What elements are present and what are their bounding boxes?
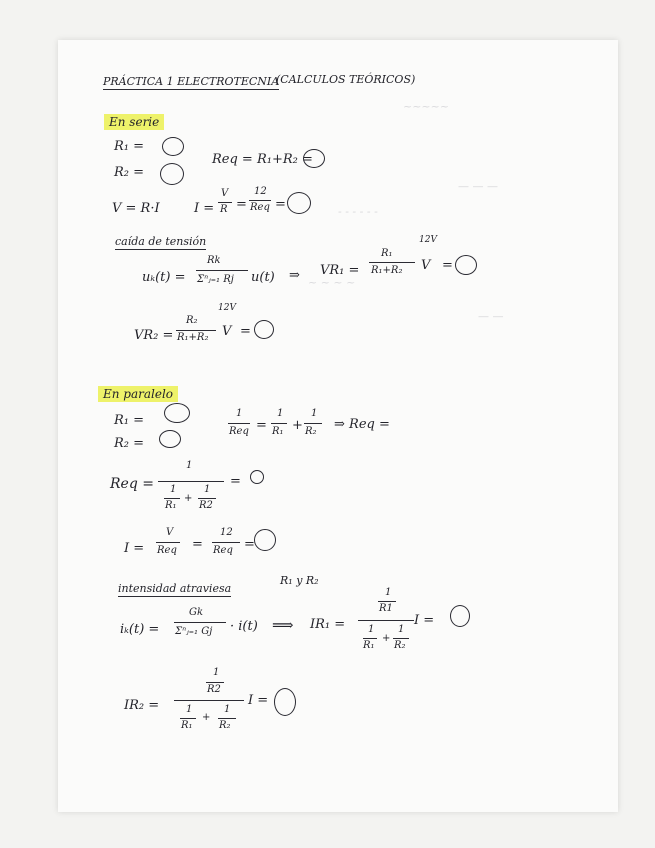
page-title: PRÁCTICA 1 ELECTROTECNIA <box>103 75 280 88</box>
answer-circle <box>303 149 325 168</box>
fraction-bar <box>363 638 377 639</box>
paper-sheet <box>58 40 618 812</box>
fraction-denominator: R₂ <box>305 426 317 437</box>
fraction-numerator: R₁ <box>381 248 393 259</box>
fraction-numerator: Rk <box>207 255 221 266</box>
fraction-denominator: Req <box>213 545 233 556</box>
answer-circle <box>162 137 184 156</box>
fraction-numerator: 12 <box>254 186 267 197</box>
vr2-lhs: VR₂ = <box>134 328 174 343</box>
plus-sign: + <box>382 633 391 644</box>
fraction-numerator: 1 <box>186 704 193 715</box>
fraction-denominator: R <box>220 204 228 215</box>
fraction-bar <box>271 423 287 424</box>
subheading-current: intensidad atraviesa <box>118 582 232 595</box>
vr1-value-annotation: 12V <box>419 235 437 245</box>
answer-circle <box>287 192 311 214</box>
fraction-bar <box>176 330 216 331</box>
fraction-denominator: R₁ <box>363 640 375 651</box>
fraction-numerator: R₂ <box>186 315 198 326</box>
fraction-bar <box>358 620 414 621</box>
fraction-denominator: R₁ <box>272 426 284 437</box>
fraction-bar <box>196 270 248 271</box>
fraction-bar <box>393 638 409 639</box>
plus-sign: + <box>202 712 211 723</box>
req-series-formula: Req = R₁+R₂ = <box>212 152 313 167</box>
fraction-denominator: Σⁿⱼ₌₁ Rj <box>197 274 234 285</box>
fraction-numerator: 1 <box>213 667 220 678</box>
equals-sign: = <box>442 258 453 273</box>
bleed-through-mark: - - - - - - <box>338 205 378 218</box>
bleed-through-mark: ~ ~ ~ ~ <box>308 276 356 289</box>
answer-circle <box>164 403 190 423</box>
ik-rhs: · i(t) <box>230 619 258 634</box>
answer-circle <box>250 470 264 484</box>
uk-lhs: uₖ(t) = <box>142 270 186 285</box>
fraction-denominator: Req <box>229 426 249 437</box>
plus-sign: + <box>292 418 303 433</box>
current-label: I = <box>194 201 215 216</box>
bleed-through-mark: — — — <box>458 180 498 193</box>
fraction-bar <box>212 542 240 543</box>
r1-label: R₁ = <box>114 413 145 428</box>
fraction-denominator: R₂ <box>219 720 231 731</box>
ir1-tail: I = <box>414 613 435 628</box>
ir2-tail: I = <box>248 693 269 708</box>
ik-lhs: iₖ(t) = <box>120 622 160 637</box>
subheading-voltage-drop: caída de tensión <box>115 235 207 248</box>
fraction-bar <box>369 262 415 263</box>
vr1-v: V <box>421 258 431 273</box>
fraction-numerator: V <box>166 527 174 538</box>
fraction-numerator: Gk <box>189 607 204 618</box>
ir2-lhs: IR₂ = <box>124 698 160 713</box>
fraction-denominator: R₂ <box>394 640 406 651</box>
fraction-denominator: R2 <box>199 500 213 511</box>
answer-circle <box>455 255 477 275</box>
implies-arrow: ⇒ <box>289 268 300 283</box>
answer-circle <box>160 163 184 185</box>
equals-sign: = <box>230 474 241 489</box>
req-parallel-implies: ⇒ Req = <box>334 417 390 432</box>
fraction-numerator: 1 <box>368 624 375 635</box>
fraction-bar <box>164 498 180 499</box>
answer-circle <box>254 529 276 551</box>
req-lhs: Req = <box>110 476 154 492</box>
equals-sign: = <box>275 197 286 212</box>
fraction-bar <box>249 200 271 201</box>
fraction-numerator: 1 <box>398 624 405 635</box>
equals-sign: = <box>256 418 267 433</box>
fraction-denominator: Req <box>157 545 177 556</box>
fraction-bar <box>174 700 244 701</box>
fraction-bar <box>174 622 226 623</box>
fraction-bar <box>378 601 396 602</box>
fraction-bar <box>228 423 250 424</box>
page-subtitle: (CALCULOS TEÓRICOS) <box>276 73 416 86</box>
fraction-numerator: 12 <box>220 527 233 538</box>
ir1-lhs: IR₁ = <box>310 617 346 632</box>
r2-label: R₂ = <box>114 165 145 180</box>
fraction-numerator: V <box>221 188 229 199</box>
fraction-bar <box>158 481 224 482</box>
ohm-law: V = R·I <box>112 201 160 216</box>
equals-sign: = <box>236 197 247 212</box>
equals-sign: = <box>244 537 255 552</box>
fraction-denominator: R2 <box>207 684 221 695</box>
vr2-v: V <box>222 324 232 339</box>
bleed-through-mark: ~~~~~ <box>403 100 450 113</box>
fraction-bar <box>156 542 180 543</box>
vr2-value-annotation: 12V <box>218 303 236 313</box>
answer-circle <box>274 688 296 716</box>
plus-sign: + <box>184 493 193 504</box>
fraction-denominator: R1 <box>379 603 393 614</box>
fraction-numerator: 1 <box>186 460 193 471</box>
fraction-numerator: 1 <box>311 408 318 419</box>
fraction-denominator: R₁+R₂ <box>177 332 209 343</box>
fraction-numerator: 1 <box>236 408 243 419</box>
fraction-bar <box>206 682 224 683</box>
fraction-denominator: R₁+R₂ <box>371 265 403 276</box>
fraction-denominator: R₁ <box>165 500 177 511</box>
implies-arrow: ⟹ <box>272 616 294 634</box>
uk-rhs: u(t) <box>251 270 275 285</box>
fraction-numerator: 1 <box>224 704 231 715</box>
answer-circle <box>254 320 274 339</box>
fraction-numerator: 1 <box>170 484 177 495</box>
fraction-denominator: Req <box>250 202 270 213</box>
answer-circle <box>450 605 470 627</box>
fraction-numerator: 1 <box>277 408 284 419</box>
fraction-numerator: 1 <box>204 484 211 495</box>
fraction-denominator: R₁ <box>181 720 193 731</box>
bleed-through-mark: — — <box>478 310 504 323</box>
answer-circle <box>159 430 181 448</box>
current-label: I = <box>124 541 145 556</box>
current-targets: R₁ y R₂ <box>280 574 319 587</box>
fraction-bar <box>218 718 236 719</box>
fraction-numerator: 1 <box>385 587 392 598</box>
fraction-denominator: Σⁿⱼ₌₁ Gj <box>175 626 213 637</box>
r2-label: R₂ = <box>114 436 145 451</box>
equals-sign: = <box>192 537 203 552</box>
section-heading-serie: En serie <box>104 114 164 130</box>
equals-sign: = <box>240 324 251 339</box>
fraction-bar <box>180 718 196 719</box>
section-heading-paralelo: En paralelo <box>98 386 178 402</box>
fraction-bar <box>198 498 216 499</box>
vr1-lhs: VR₁ = <box>320 263 360 278</box>
r1-label: R₁ = <box>114 139 145 154</box>
fraction-bar <box>304 423 322 424</box>
fraction-bar <box>218 202 232 203</box>
